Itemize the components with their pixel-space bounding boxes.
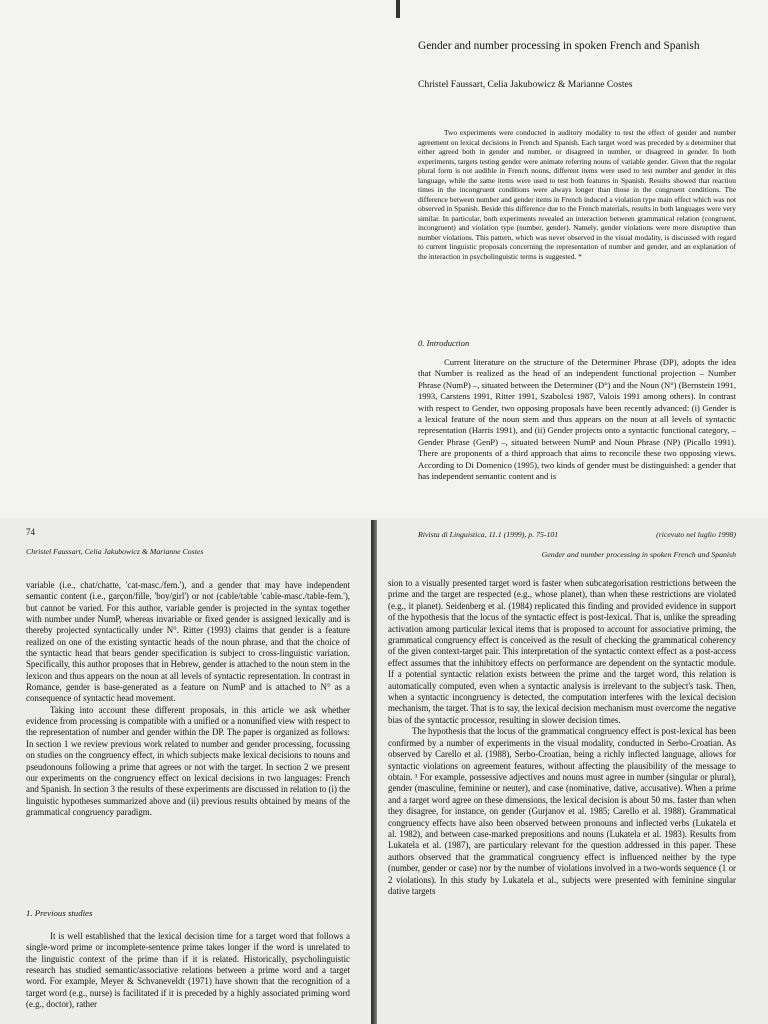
journal-citation (418, 530, 736, 539)
introduction-paragraph: Current literature on the structure of the Determiner Phrase (DP), adopts the idea that Number is realized as the head of an independent functional projection – Number Phrase (NumP) –, situated between the Determiner (D°) and the Noun (N°) (Bernstein 1991, 1993, Carstens 1991, Ritter 1991, Szabolcsi 1987, Valois 1991 among others). In contrast with respect to Gender, two opposing proposals have been recently advanced: (i) Gender is a lexical feature of the noun stem and thus appears on the noun at all levels of syntactic representation (Harris 1991), and (ii) Gender projects onto a syntactic functional category, – Gender Phrase (GenP) –, situated between NumP and Noun Phrase (NP) (Picallo 1991). There are proponents of a third approach that aims to reconcile these two opposing views. According to Di Domenico (1995), two kinds of gender must be distinguished: a gender that has independent semantic content and is (418, 357, 736, 482)
paragraph: The hypothesis that the locus of the grammatical congruency effect is post-lexical has been confirmed by a number of experiments in the visual modality, conducted in Serbo-Croatian. As observed by Carello et al. (1988), Serbo-Croatian, being a richly inflected language, allows for syntactic violations on agreement features, without affecting the plausibility of the message to obtain. ¹ For example, possessive adjectives and nouns must agree in number (singular or plural), gender (masculine, feminine or neuter), and case (nominative, dative, accusative). When a prime and a target word agree on these dimensions, the lexical decision is about 50 ms. faster than when they disagree, for instance, on gender (Gurjanov et al. 1985; Carello et al. 1988). Grammatical congruency effects have also been observed between pronouns and inflected verbs (Lukatela et al. 1982), and between case-marked prepositions and nouns (Lukatela et al. 1983). Results from Lukatela et al. (1987), are particulary relevant for the question addressed in this paper. These authors observed that the grammatical congruency effect is influenced neither by the type (number, gender or case) nor by the number of violations involved in a two-words sequence (1 or 2 violations). In this study by Lukatela et al., subjects were presented with feminine singular dative targets (388, 726, 736, 896)
section-heading-previous-studies: 1. Previous studies (26, 908, 93, 918)
scan-artifact (396, 0, 400, 18)
left-column (26, 580, 350, 818)
running-head-right: Gender and number processing in spoken French and Spanish (541, 550, 736, 559)
book-gutter-shadow (371, 520, 377, 1024)
section-heading-introduction: 0. Introduction (418, 338, 470, 348)
right-column (388, 578, 736, 897)
running-head-left: Christel Faussart, Celia Jakubowicz & Marianne Costes (26, 547, 204, 556)
page-number: 74 (26, 527, 35, 537)
journal-reference: Rivista di Linguistica, 11.1 (1999), p. 75-101 (418, 530, 559, 539)
article-authors: Christel Faussart, Celia Jakubowicz & Marianne Costes (418, 79, 633, 90)
paragraph: Taking into account these different proposals, in this article we ask whether evidence from processing is compatible with a unified or a nonunified view with respect to the representation of number and gender within the DP. The paper is organized as follows: In section 1 we review previous work related to number and gender processing, focussing on studies on the congruency effect, in which subjects make lexical decisions to nouns and pseudonouns following a prime that agrees or not with the target. In section 2 we present our experiments on the congruency effect on lexical decisions in two languages: French and Spanish. In section 3 the results of these experiments are discussed in relation to (i) the linguistic hypotheses summarized above and (ii) previous results obtained by means of the grammatical congruency paradigm. (26, 704, 350, 817)
article-title: Gender and number processing in spoken French and Spanish (418, 40, 700, 52)
paragraph: sion to a visually presented target word is faster when subcategorisation restrictions between the prime and the target are respected (e.g., whose planet), than when these restrictions are violated (e.g., it planet). Seidenberg et al. (1984) replicated this finding and provided evidence in support of the hypothesis that the locus of the syntactic effect is post-lexical. That is, unlike the spreading activation among particular lexical items that is proposed to account for associative priming, the grammatical congruency effect is conceived as the result of checking the grammatical coherency of the given context-target pair. This interpretation of the syntactic context effect as a post-access effect assumes that the inhibitory effects on performance are dependent on the syntactic module. If a potential syntactic relation exists between the prime and the target word, this relation is automatically computed, even when a syntactic analysis is irrelevant to the subject's task. Then, when a syntactic incongruency is detected, the computation interferes with the lexical decision mechanism, the target. That is to say, the lexical decision mechanism must overcome the negative bias of the syntactic processor, resulting in slower decision times. (388, 578, 736, 725)
abstract: Two experiments were conducted in auditory modality to test the effect of gender and number agreement on lexical decisions in French and Spanish. Each target word was preceded by a determiner that either agreed both in gender and number, or disagreed in number, or disagreed in gender. In both experiments, targets testing gender were animate referring nouns of variable gender. Given that the regular plural form is not audible in French nouns, different items were used to test number and gender in this language, while the same items were used to test both features in Spanish. Results showed that reaction times in the incongruent conditions were always longer than those in the congruent conditions. The difference between number and gender items in French induced a violation type main effect which was not observed in Spanish. Beside this difference due to the French materials, results in both languages were very similar. In particular, both experiments revealed an interaction between grammatical relation (congruent, incongruent) and violation type (number, gender). Namely, gender violations were more disruptive than number violations. This pattern, which was never observed in the visual modality, is discussed with regard to current linguistic proposals concerning the representation of number and gender, and an explanation of the interaction in psycholinguistic terms is suggested. * (418, 128, 736, 261)
received-date: (ricevuto nel luglio 1998) (656, 530, 736, 539)
paragraph: It is well established that the lexical decision time for a target word that follows a single-word prime or incomplete-sentence prime takes longer if the word is unrelated to the linguistic context of the prime than if it is related. Historically, psycholinguistic research has studied semantic/associative relations between a prime word and a target word. For example, Meyer & Schvaneveldt (1971) have shown that the recognition of a target word (e.g., nurse) is facilitated if it is preceded by a highly associated priming word (e.g., doctor), rather (26, 931, 350, 1010)
paragraph: variable (i.e., chat/chatte, 'cat-masc./fem.'), and a gender that may have independent semantic content (i.e., garçon/fille, 'boy/girl') or not (cable/table 'cable-masc./table-fem.'), but cannot be varied. For this author, variable gender is projected in the syntax together with number under NumP, whereas invariable or fixed gender is assigned lexically and is thereby projected syntactically under N°. Ritter (1993) claims that gender is a feature realized on one of the existing syntactic heads of the noun phrase, and that the choice of the syntactic head that bears gender specification is subject to cross-linguistic variation. Specifically, this author proposes that in Hebrew, gender is attached to the noun stem in the lexicon and thus appears on the noun at all levels of syntactic representation. In contrast in Romance, gender is base-generated as a feature on NumP and is attached to N° as a consequence of syntactic head movement. (26, 580, 350, 704)
